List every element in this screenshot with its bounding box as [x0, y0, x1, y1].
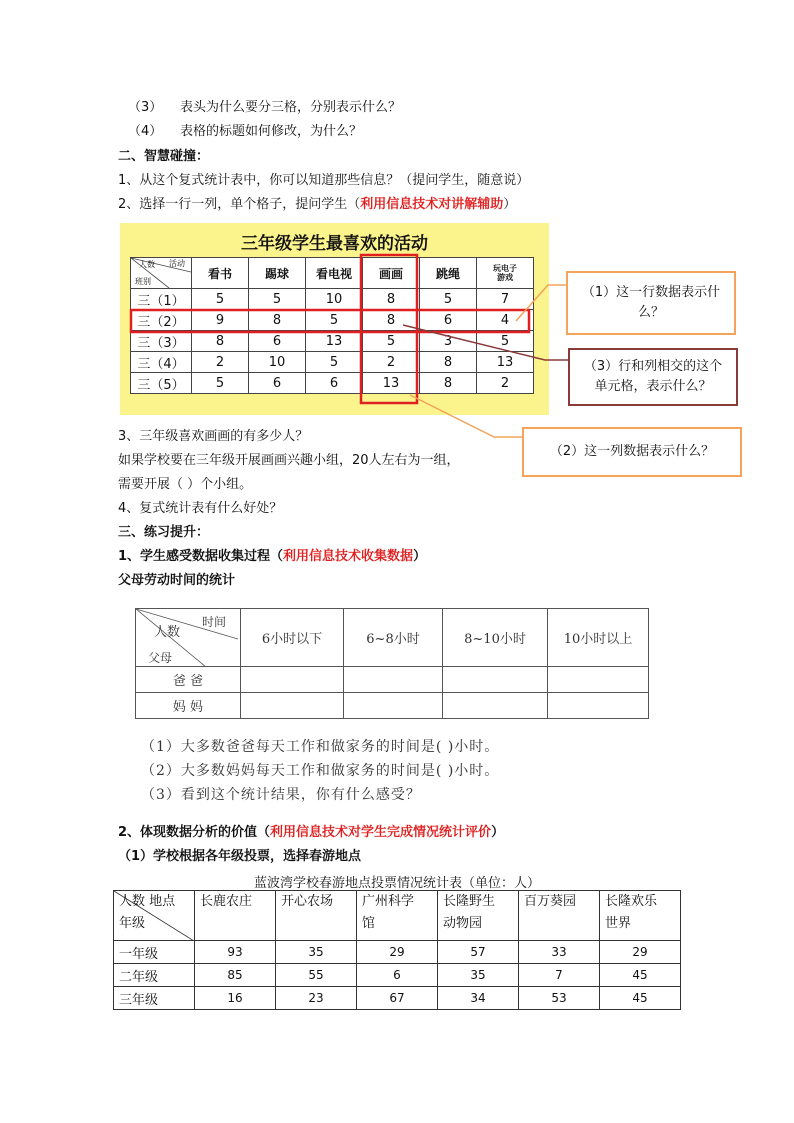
vote-header-line: 长隆欢乐 — [605, 894, 658, 909]
section2-q3a: 如果学校要在三年级开展画画兴趣小组，20人左右为一组， — [118, 453, 460, 468]
row-label: 二年级 — [114, 964, 195, 987]
section3-heading: 三、练习提升： — [118, 525, 210, 540]
vote-header-line: 长隆野生 — [443, 894, 496, 909]
parents-header: 6小时以下 — [241, 609, 344, 667]
cell: 53 — [519, 987, 600, 1010]
activity-table-title: 三年级学生最喜欢的活动 — [241, 234, 428, 254]
cell: 67 — [357, 987, 438, 1010]
cell: 35 — [276, 941, 357, 964]
section2-heading: 二、智慧碰撞： — [118, 149, 210, 164]
cell: 16 — [195, 987, 276, 1010]
cell: 57 — [438, 941, 519, 964]
vote-header-line: 长鹿农庄 — [200, 894, 253, 909]
table-row — [114, 964, 681, 987]
cell: 8 — [363, 310, 420, 331]
column-highlight — [361, 255, 417, 403]
cell: 7 — [519, 964, 600, 987]
cell — [443, 667, 548, 693]
cell: 5 — [192, 373, 249, 394]
corner-bottom: 年级 — [119, 916, 146, 931]
section2-q4: 4、复式统计表有什么好处？ — [118, 501, 283, 516]
corner-top-right: 活动 — [169, 259, 185, 268]
vote-header-line: 馆 — [362, 916, 376, 931]
row-label: 三（1） — [131, 289, 192, 310]
parents-header: 8~10小时 — [443, 609, 548, 667]
cell: 29 — [357, 941, 438, 964]
section3-item2-red: 利用信息技术对学生完成情况统计评价 — [270, 825, 492, 840]
corner-top-left: 人数 — [139, 260, 155, 269]
vote-header — [600, 891, 681, 941]
cell: 5 — [306, 352, 363, 373]
cell: 13 — [363, 373, 420, 394]
connector-c2 — [410, 395, 522, 437]
row-label: 三年级 — [114, 987, 195, 1010]
cell: 2 — [477, 373, 534, 394]
parents-question-3: （3）看到这个统计结果，你有什么感受？ — [141, 787, 421, 803]
cell: 6 — [306, 373, 363, 394]
section3-item2-prefix: 2、体现数据分析的价值（ — [118, 825, 271, 840]
question-4-num: （4） — [128, 124, 163, 139]
cell: 45 — [600, 964, 681, 987]
cell — [548, 693, 649, 719]
question-3-num: （3） — [128, 100, 163, 115]
cell: 5 — [192, 289, 249, 310]
cell: 3 — [420, 331, 477, 352]
cell — [443, 693, 548, 719]
table-row — [114, 941, 681, 964]
vote-header-line: 动物园 — [443, 916, 483, 931]
section2-item1: 1、从这个复式统计表中，你可以知道那些信息？（提问学生，随意说） — [118, 173, 530, 188]
section3-subtitle: 父母劳动时间的统计 — [118, 573, 236, 588]
vote-header-line: 广州科学 — [362, 894, 415, 909]
row-label: 爸 爸 — [136, 667, 241, 693]
vote-header-line: 开心农场 — [281, 894, 334, 909]
cell — [344, 667, 443, 693]
cell: 33 — [519, 941, 600, 964]
section3-item1-suffix: ） — [413, 549, 427, 564]
corner-top-right: 时间 — [202, 615, 227, 629]
cell: 5 — [249, 289, 306, 310]
cell: 2 — [192, 352, 249, 373]
activity-header: 看书 — [192, 258, 249, 289]
cell: 2 — [363, 352, 420, 373]
parents-table — [135, 608, 649, 719]
callout-row: （1）这一行数据表示什么？ — [566, 271, 736, 335]
cell: 6 — [357, 964, 438, 987]
cell: 13 — [306, 331, 363, 352]
cell: 13 — [477, 352, 534, 373]
section2-item2-red: 利用信息技术对讲解辅助 — [360, 197, 504, 212]
cell — [344, 693, 443, 719]
row-label: 三（4） — [131, 352, 192, 373]
section3-item2-suffix: ） — [491, 825, 505, 840]
cell: 5 — [363, 331, 420, 352]
cell: 55 — [276, 964, 357, 987]
section2-item2-suffix: ） — [503, 197, 517, 212]
cell: 7 — [477, 289, 534, 310]
connector-c1 — [516, 285, 566, 321]
cell: 35 — [438, 964, 519, 987]
section3-item2 — [118, 824, 504, 842]
section3-item1-red: 利用信息技术收集数据 — [283, 549, 414, 564]
parents-header: 6~8小时 — [344, 609, 443, 667]
row-highlight — [131, 310, 529, 332]
cell: 8 — [249, 310, 306, 331]
cell: 9 — [192, 310, 249, 331]
vote-header — [357, 891, 438, 941]
cell: 10 — [306, 289, 363, 310]
vote-header — [519, 891, 600, 941]
cell: 29 — [600, 941, 681, 964]
parents-question-1: （1）大多数爸爸每天工作和做家务的时间是( )小时。 — [141, 739, 500, 755]
vote-table — [113, 890, 681, 1010]
cell: 23 — [276, 987, 357, 1010]
cell: 45 — [600, 987, 681, 1010]
cell: 8 — [420, 373, 477, 394]
table-row — [136, 693, 649, 719]
cell: 8 — [192, 331, 249, 352]
parents-header: 10小时以上 — [548, 609, 649, 667]
activity-header: 跳绳 — [420, 258, 477, 289]
parents-question-2: （2）大多数妈妈每天工作和做家务的时间是( )小时。 — [141, 763, 500, 779]
corner-bottom: 班别 — [135, 277, 151, 286]
table-row — [136, 667, 649, 693]
section2-item2-prefix: 2、选择一行一列，单个格子，提问学生（ — [118, 197, 361, 212]
parents-table-corner — [136, 609, 241, 667]
row-label: 三（2） — [131, 310, 192, 331]
cell: 85 — [195, 964, 276, 987]
vote-table-caption: 蓝波湾学校春游地点投票情况统计表（单位：人） — [253, 876, 540, 891]
cell — [241, 693, 344, 719]
cell: 93 — [195, 941, 276, 964]
callout-column: （2）这一列数据表示什么？ — [522, 427, 742, 477]
row-label: 一年级 — [114, 941, 195, 964]
cell: 10 — [249, 352, 306, 373]
vote-header — [276, 891, 357, 941]
activity-header-last-line1: 玩电子 — [493, 264, 517, 273]
row-label: 三（3） — [131, 331, 192, 352]
section2-q3b: 需要开展（ ）个小组。 — [118, 477, 253, 492]
activity-header-last-line2: 游戏 — [497, 273, 513, 282]
cell: 34 — [438, 987, 519, 1010]
cell: 4 — [477, 310, 534, 331]
corner-top: 人数 地点 — [119, 894, 176, 909]
cell: 5 — [420, 289, 477, 310]
section3-item1 — [118, 548, 426, 566]
row-label: 三（5） — [131, 373, 192, 394]
cell: 6 — [249, 331, 306, 352]
vote-table-corner — [114, 891, 195, 941]
corner-bottom: 父母 — [148, 651, 173, 665]
vote-header-line: 世界 — [605, 916, 632, 931]
cell: 6 — [420, 310, 477, 331]
callout-cell: （3）行和列相交的这个单元格，表示什么？ — [568, 348, 738, 406]
cell: 6 — [249, 373, 306, 394]
corner-top-left: 人数 — [154, 625, 181, 640]
vote-header-line: 百万葵园 — [524, 894, 577, 909]
table-row — [114, 987, 681, 1010]
activity-header: 看电视 — [306, 258, 363, 289]
cell: 8 — [420, 352, 477, 373]
activity-header: 画画 — [363, 258, 420, 289]
vote-header — [438, 891, 519, 941]
cell: 5 — [477, 331, 534, 352]
section3-item1-prefix: 1、学生感受数据收集过程（ — [118, 549, 284, 564]
row-label: 妈 妈 — [136, 693, 241, 719]
cell — [548, 667, 649, 693]
connector-c3 — [403, 325, 568, 360]
vote-header — [195, 891, 276, 941]
cell — [241, 667, 344, 693]
question-4-text: 表格的标题如何修改，为什么？ — [180, 124, 363, 139]
section2-q3: 3、三年级喜欢画画的有多少人？ — [118, 429, 309, 444]
cell: 5 — [306, 310, 363, 331]
activity-header: 踢球 — [249, 258, 306, 289]
section3-item2-sub: （1）学校根据各年级投票，选择春游地点 — [118, 849, 362, 864]
cell: 8 — [363, 289, 420, 310]
question-3-text: 表头为什么要分三格，分别表示什么？ — [180, 100, 402, 115]
